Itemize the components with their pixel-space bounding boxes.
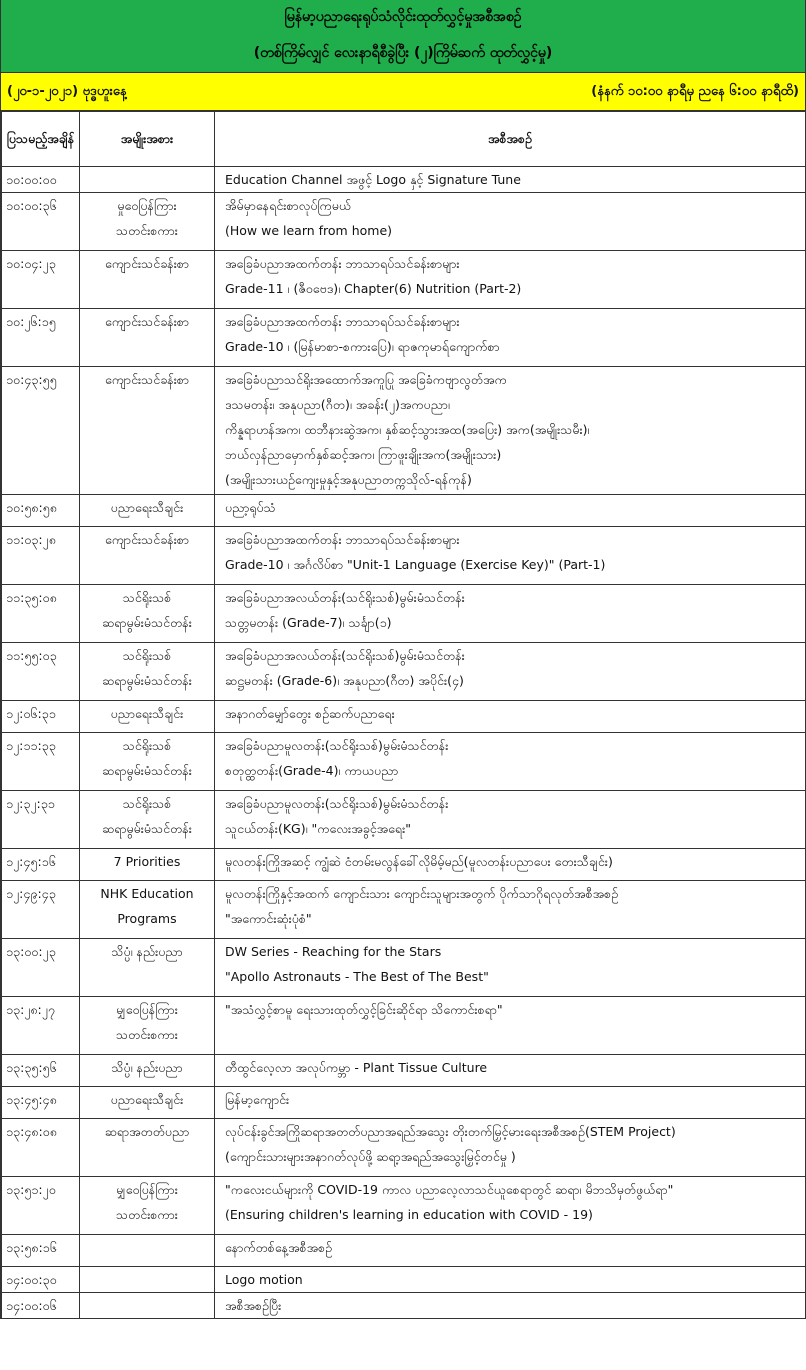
- table-row: [2, 733, 806, 791]
- row-content: [215, 733, 806, 791]
- row-time: ၁၀:၀၀:၃၆: [2, 193, 80, 251]
- row-category-line: ပညာရေးသီချင်း: [110, 706, 184, 721]
- row-content-line: စတုတ္ထတန်း(Grade-4)၊ ကာယပညာ: [225, 763, 399, 778]
- row-time: ၁၁:၃၅:၀၈: [2, 585, 80, 643]
- row-content: [215, 701, 806, 733]
- row-category: [80, 849, 215, 881]
- row-content-line: ဆဋ္ဌမတန်း (Grade-6)၊ အနုပညာ(ဂီတ) အပိုင်း(၄): [225, 673, 464, 688]
- row-category-line: မျှဝေပြန်ကြား: [116, 1002, 178, 1017]
- row-category: [80, 1267, 215, 1293]
- table-row: [2, 367, 806, 495]
- row-category: [80, 997, 215, 1055]
- row-category-line: ဆရာမွမ်းမံသင်တန်း: [102, 615, 192, 630]
- row-time: ၁၀:၂၆:၁၅: [2, 309, 80, 367]
- page-subtitle: (တစ်ကြိမ်လျှင် လေးနာရီစီခွဲပြီး (၂)ကြိမ်ဆက် ထုတ်လွှင့်မှု): [253, 45, 553, 61]
- row-category-line: ဆရာအတတ်ပညာ: [104, 1124, 190, 1139]
- row-content-line: "အကောင်းဆုံးပုံစံ": [225, 911, 312, 926]
- row-category: [80, 309, 215, 367]
- row-content-line: (How we learn from home): [225, 223, 393, 238]
- row-content: [215, 585, 806, 643]
- row-content-line: သူငယ်တန်း(KG)၊ "ကလေးအခွင့်အရေး": [225, 821, 412, 836]
- table-row: [2, 1055, 806, 1087]
- row-content-line: အခြေခံပညာမူလတန်း(သင်ရိုးသစ်)မွမ်းမံသင်တန်း: [225, 738, 449, 753]
- row-content-line: Education Channel အဖွင့် Logo နှင့် Signature Tune: [225, 172, 521, 187]
- row-time: ၁၄:၀၀:၀၆: [2, 1293, 80, 1319]
- row-category-line: သတင်းစကား: [116, 223, 178, 238]
- row-content-line: အနာဂတ်မျှော်တွေး စဉ်ဆက်ပညာရေး: [225, 706, 395, 721]
- row-category: [80, 251, 215, 309]
- row-content-line: လုပ်ငန်းခွင်အကြိုဆရာအတတ်ပညာအရည်အသွေး တိုးတက်မြှင့်မားရေးအစီအစဉ်(STEM Project): [225, 1124, 676, 1139]
- table-row: [2, 193, 806, 251]
- header-time: ပြသမည့်အချိန်: [2, 112, 80, 167]
- row-content-line: အခြေခံပညာအလယ်တန်း(သင်ရိုးသစ်)မွမ်းမံသင်တန်း: [225, 648, 465, 663]
- row-category: [80, 881, 215, 939]
- row-category: [80, 1177, 215, 1235]
- table-row: [2, 251, 806, 309]
- row-content: [215, 527, 806, 585]
- row-content: [215, 997, 806, 1055]
- header-category: အမျိုးအစား: [80, 112, 215, 167]
- row-category: [80, 367, 215, 495]
- row-time: ၁၂:၄၅:၁၆: [2, 849, 80, 881]
- row-category-line: Programs: [117, 911, 177, 926]
- row-content-line: ကိန္နရာဟန်အက၊ ထဘီနားဆွဲအက၊ နှစ်ဆင့်သွားအထ(အပြေး) အက(အမျိုးသမီး)၊: [225, 422, 590, 437]
- table-row: [2, 1293, 806, 1319]
- row-content: [215, 939, 806, 997]
- row-category: [80, 1055, 215, 1087]
- row-content-line: (ကျောင်းသားများအနာဂတ်လုပ်ဖို့ ဆရာ့အရည်အသွေးမြှင့်တင်မှု ): [225, 1149, 516, 1164]
- row-content-line: Grade-10 ၊ (မြန်မာစာ-စကားပြေ)၊ ရာဇကုမာရ်ကျောက်စာ: [225, 339, 500, 354]
- row-content: [215, 193, 806, 251]
- row-category: [80, 939, 215, 997]
- table-row: [2, 585, 806, 643]
- table-row: [2, 309, 806, 367]
- row-content-line: ဘယ်လှန်ညာမှောက်နှစ်ဆင့်အက၊ ကြာဖူးချိုးအက(အမျိုးသား): [225, 447, 502, 462]
- table-row: [2, 881, 806, 939]
- row-content: [215, 849, 806, 881]
- row-content-line: သတ္တမတန်း (Grade-7)၊ သင်္ချာ(၁): [225, 615, 392, 630]
- row-category-line: သိပ္ပံ၊ နည်းပညာ: [111, 944, 183, 959]
- row-category: [80, 701, 215, 733]
- row-category: [80, 791, 215, 849]
- row-category-line: ပညာရေးသီချင်း: [110, 500, 184, 515]
- row-category-line: ကျောင်းသင်ခန်းစာ: [104, 256, 190, 271]
- table-row: [2, 791, 806, 849]
- row-time: ၁၃:၀၀:၂၃: [2, 939, 80, 997]
- row-time: ၁၃:၃၅:၅၆: [2, 1055, 80, 1087]
- row-content-line: အခြေခံပညာမူလတန်း(သင်ရိုးသစ်)မွမ်းမံသင်တန်း: [225, 796, 449, 811]
- row-time: ၁၀:၀၀:၀၀: [2, 167, 80, 193]
- row-time: ၁၃:၄၅:၄၈: [2, 1087, 80, 1119]
- row-category: [80, 1293, 215, 1319]
- row-category-line: သင်ရိုးသစ်: [122, 796, 172, 811]
- schedule-table: [1, 111, 806, 1319]
- row-time: ၁၀:၀၄:၂၃: [2, 251, 80, 309]
- row-category-line: ကျောင်းသင်ခန်းစာ: [104, 532, 190, 547]
- row-content-line: "ကလေးငယ်များကို COVID-19 ကာလ ပညာလေ့လာသင်ယူစေရာတွင် ဆရာ၊ မိဘသိမှတ်ဖွယ်ရာ": [225, 1182, 674, 1197]
- page-title: မြန်မာ့ပညာရေးရုပ်သံလိုင်းထုတ်လွှင့်မှုအစီအစဉ်: [284, 9, 522, 25]
- row-content: [215, 1293, 806, 1319]
- row-category-line: သတင်းစကား: [116, 1207, 178, 1222]
- row-time: ၁၂:၄၉:၄၃: [2, 881, 80, 939]
- table-row: [2, 701, 806, 733]
- row-category: [80, 1087, 215, 1119]
- row-category: [80, 527, 215, 585]
- row-category-line: သတင်းစကား: [116, 1027, 178, 1042]
- row-content: [215, 791, 806, 849]
- row-content-line: ဒသမတန်း၊ အနုပညာ(ဂီတ)၊ အခန်း(၂)အကပညာ၊: [225, 397, 450, 412]
- row-content: [215, 367, 806, 495]
- title-banner: [1, 0, 805, 73]
- row-content-line: မူလတန်းကြိုအဆင့် ကျွံဆဲ ငံတမ်းမလွန်ခေါ်လိုမိမ့်မည်(မူလတန်းပညာပေး တေးသီချင်း): [225, 854, 613, 869]
- row-content: [215, 1087, 806, 1119]
- table-row: [2, 495, 806, 527]
- row-content-line: (အမျိုးသားယဉ်ကျေးမှုနှင့်အနုပညာတက္ကသိုလ်-ရန်ကုန်): [225, 472, 472, 487]
- table-row: [2, 643, 806, 701]
- table-row: [2, 1267, 806, 1293]
- row-content-line: အခြေခံပညာသင်ရိုးအထောက်အကူပြု အခြေခံကဗျာလွတ်အက: [225, 372, 507, 387]
- table-row: [2, 997, 806, 1055]
- row-category: [80, 643, 215, 701]
- row-time: ၁၃:၅၈:၁၆: [2, 1235, 80, 1267]
- row-category: [80, 193, 215, 251]
- row-category-line: ပညာရေးသီချင်း: [110, 1092, 184, 1107]
- schedule-rows: [2, 167, 806, 1319]
- row-category: [80, 1119, 215, 1177]
- row-content-line: တီထွင်လေ့လာ အလုပ်ကမ္ဘာ - Plant Tissue Culture: [225, 1060, 488, 1075]
- row-time: ၁၃:၂၈:၂၇: [2, 997, 80, 1055]
- row-content-line: အခြေခံပညာအထက်တန်း ဘာသာရပ်သင်ခန်းစာများ: [225, 256, 460, 271]
- table-row: [2, 527, 806, 585]
- row-content: [215, 251, 806, 309]
- row-content-line: နောက်တစ်နေ့အစီအစဉ်: [225, 1240, 333, 1255]
- row-time: ၁၂:၀၆:၃၁: [2, 701, 80, 733]
- table-row: [2, 849, 806, 881]
- date-bar: [1, 73, 805, 111]
- row-content: [215, 1055, 806, 1087]
- row-content: [215, 495, 806, 527]
- row-content-line: "အသံလွှင့်စာမူ ရေးသားထုတ်လွှင့်ခြင်းဆိုင်ရာ သိကောင်းစရာ": [225, 1002, 503, 1017]
- row-time: ၁၃:၅၁:၂၀: [2, 1177, 80, 1235]
- row-content-line: အစီအစဉ်ပြီး: [225, 1298, 282, 1313]
- row-content: [215, 309, 806, 367]
- table-row: [2, 1235, 806, 1267]
- row-time: ၁၃:၄၈:၀၈: [2, 1119, 80, 1177]
- row-content-line: မြန်မာ့ကျောင်း: [225, 1092, 290, 1107]
- row-content-line: Grade-11 ၊ (ဇီဝဗေဒ)၊ Chapter(6) Nutrition (Part-2): [225, 281, 522, 296]
- row-content: [215, 1267, 806, 1293]
- header-content: အစီအစဉ်: [215, 112, 806, 167]
- row-category-line: သင်ရိုးသစ်: [122, 738, 172, 753]
- table-row: [2, 1087, 806, 1119]
- row-content-line: "Apollo Astronauts - The Best of The Best": [225, 969, 489, 984]
- row-category-line: ကျောင်းသင်ခန်းစာ: [104, 314, 190, 329]
- row-category-line: မျှဝေပြန်ကြား: [116, 1182, 178, 1197]
- row-category: [80, 733, 215, 791]
- row-category: [80, 495, 215, 527]
- row-category-line: ကျောင်းသင်ခန်းစာ: [104, 372, 190, 387]
- row-category-line: သိပ္ပံ၊ နည်းပညာ: [111, 1060, 183, 1075]
- row-category-line: မှုဝေပြန်ကြား: [117, 198, 177, 213]
- row-content: [215, 1119, 806, 1177]
- row-content-line: DW Series - Reaching for the Stars: [225, 944, 442, 959]
- row-category-line: သင်ရိုးသစ်: [122, 590, 172, 605]
- row-category-line: ဆရာမွမ်းမံသင်တန်း: [102, 821, 192, 836]
- broadcast-date: (၂၀-၁-၂၀၂၁) ဗုဒ္ဓဟူးနေ့: [7, 84, 127, 99]
- row-time: ၁၁:၅၅:၀၃: [2, 643, 80, 701]
- row-content: [215, 1235, 806, 1267]
- row-content-line: အခြေခံပညာအထက်တန်း ဘာသာရပ်သင်ခန်းစာများ: [225, 532, 460, 547]
- row-time: ၁၄:၀၀:၃၀: [2, 1267, 80, 1293]
- table-row: [2, 939, 806, 997]
- row-category: [80, 167, 215, 193]
- row-time: ၁၁:၀၃:၂၈: [2, 527, 80, 585]
- row-content: [215, 1177, 806, 1235]
- row-content: [215, 167, 806, 193]
- row-content-line: အခြေခံပညာအလယ်တန်း(သင်ရိုးသစ်)မွမ်းမံသင်တန်း: [225, 590, 465, 605]
- table-header-row: [2, 112, 806, 167]
- row-content-line: (Ensuring children's learning in education with COVID - 19): [225, 1207, 593, 1222]
- row-time: ၁၂:၁၁:၃၃: [2, 733, 80, 791]
- row-category-line: 7 Priorities: [113, 854, 181, 869]
- row-content-line: ပညာ့ရုပ်သံ: [225, 500, 276, 515]
- row-time: ၁၀:၅၈:၅၈: [2, 495, 80, 527]
- row-content: [215, 881, 806, 939]
- row-content-line: Logo motion: [225, 1272, 303, 1287]
- table-row: [2, 1177, 806, 1235]
- row-category-line: NHK Education: [100, 886, 194, 901]
- row-category: [80, 585, 215, 643]
- row-content-line: အခြေခံပညာအထက်တန်း ဘာသာရပ်သင်ခန်းစာများ: [225, 314, 460, 329]
- row-time: ၁၀:၄၃:၅၅: [2, 367, 80, 495]
- row-content-line: အိမ်မှာနေရင်းစာလုပ်ကြမယ်: [225, 198, 352, 213]
- row-category-line: ဆရာမွမ်းမံသင်တန်း: [102, 673, 192, 688]
- row-category-line: ဆရာမွမ်းမံသင်တန်း: [102, 763, 192, 778]
- row-time: ၁၂:၃၂:၃၁: [2, 791, 80, 849]
- table-row: [2, 167, 806, 193]
- row-category: [80, 1235, 215, 1267]
- row-content-line: မူလတန်းကြိုနှင့်အထက် ကျောင်းသား ကျောင်းသူများအတွက် ပိုက်သာဂိုရလုတ်အစီအစဉ်: [225, 886, 619, 901]
- broadcast-time-range: (နံနက် ၁၀:၀၀ နာရီမှ ညနေ ၆:၀၀ နာရီထိ): [591, 84, 799, 99]
- row-content-line: Grade-10 ၊ အင်္ဂလိပ်စာ "Unit-1 Language (Exercise Key)" (Part-1): [225, 557, 606, 572]
- table-row: [2, 1119, 806, 1177]
- row-category-line: သင်ရိုးသစ်: [122, 648, 172, 663]
- row-content: [215, 643, 806, 701]
